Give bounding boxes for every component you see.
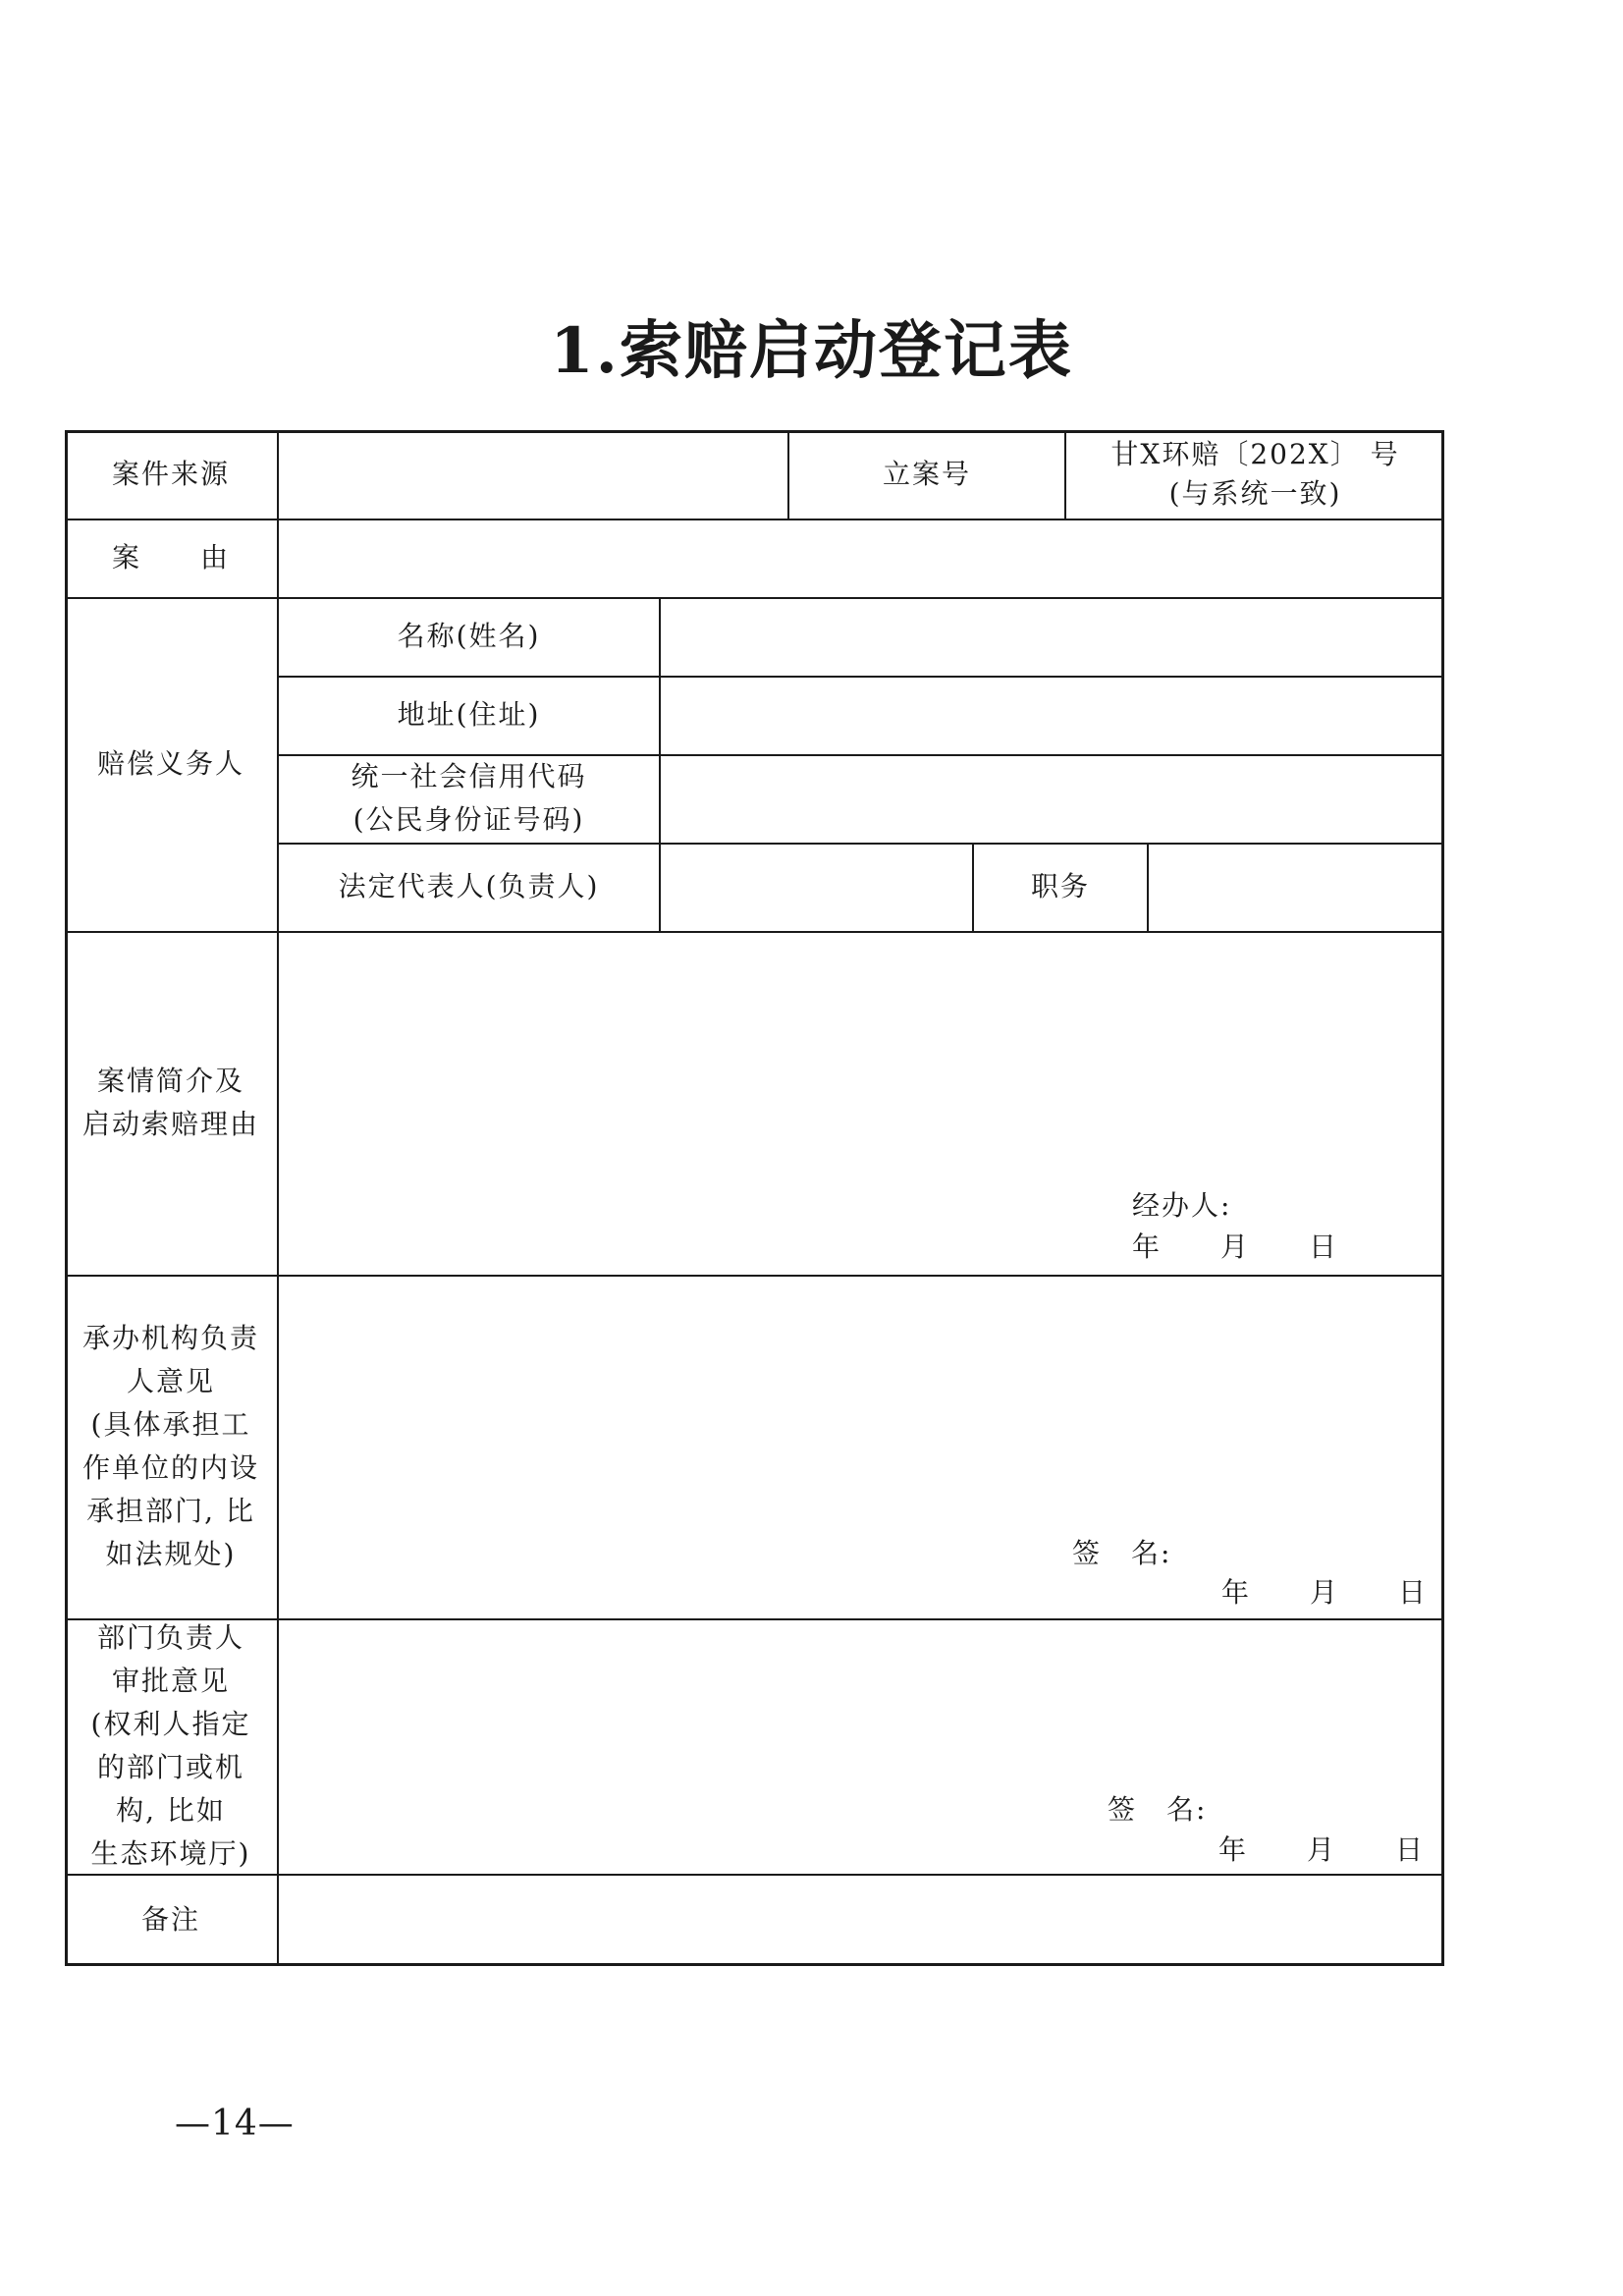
legal-rep-label: 法定代表人(负责人) [338,870,600,902]
handler-date: 年 月 日 [1132,1230,1339,1263]
credit-code-label-line1: 统一社会信用代码 [351,760,587,793]
dept-sign-label: 签 名: [1108,1793,1208,1826]
page-number: —14— [175,2104,295,2144]
credit-code-label-line2: (公民身份证号码) [352,803,585,836]
name-label: 名称(姓名) [397,620,541,652]
registration-form-table [65,430,1444,1966]
dept-opinion-line: (权利人指定 [90,1708,251,1740]
dept-opinion-line: 构, 比如 [116,1794,226,1827]
case-source-label: 案件来源 [111,458,230,490]
filing-no-label: 立案号 [882,458,971,490]
position-field[interactable] [1149,843,1444,931]
cause-field[interactable] [279,519,1444,597]
handler-label: 经办人: [1132,1189,1232,1222]
org-opinion-line: 如法规处) [105,1538,237,1570]
cause-label: 案 由 [111,541,230,574]
remarks-label: 备注 [140,1903,200,1936]
dept-opinion-line: 生态环境厅) [90,1837,251,1870]
obligor-label: 赔偿义务人 [96,747,244,780]
address-field[interactable] [661,676,1444,754]
name-field[interactable] [661,597,1444,676]
case-source-field[interactable] [279,430,787,519]
legal-rep-field[interactable] [661,843,972,931]
dept-opinion-line: 部门负责人 [96,1621,244,1654]
org-date: 年 月 日 [1221,1576,1429,1609]
dept-date: 年 月 日 [1218,1833,1426,1866]
filing-no-note: (与系统一致) [1168,477,1342,510]
dept-opinion-line: 的部门或机 [96,1751,244,1783]
org-opinion-line: 作单位的内设 [81,1451,259,1484]
org-opinion-line: 人意见 [126,1365,215,1397]
filing-no-field[interactable] [1066,430,1444,519]
org-sign-label: 签 名: [1072,1537,1172,1569]
address-label: 地址(住址) [397,698,541,731]
org-opinion-line: 承担部门, 比 [86,1495,255,1527]
org-opinion-line: 承办机构负责 [81,1322,259,1354]
credit-code-field[interactable] [661,754,1444,843]
summary-field[interactable] [279,931,1444,1275]
filing-no-value: 甘X环赔〔202X〕 号 [1110,438,1400,470]
summary-label-line2: 启动索赔理由 [81,1108,259,1140]
org-opinion-line: (具体承担工 [90,1408,251,1441]
org-opinion-label [65,1275,277,1618]
org-opinion-field[interactable] [279,1275,1444,1618]
summary-label-line1: 案情简介及 [96,1065,244,1097]
page-title: 1.索赔启动登记表 [550,314,1073,388]
dept-opinion-line: 审批意见 [111,1665,230,1697]
dept-opinion-label [65,1618,277,1874]
credit-code-label [279,754,659,843]
summary-label [65,931,277,1275]
remarks-field[interactable] [279,1874,1444,1966]
position-label: 职务 [1030,870,1090,902]
